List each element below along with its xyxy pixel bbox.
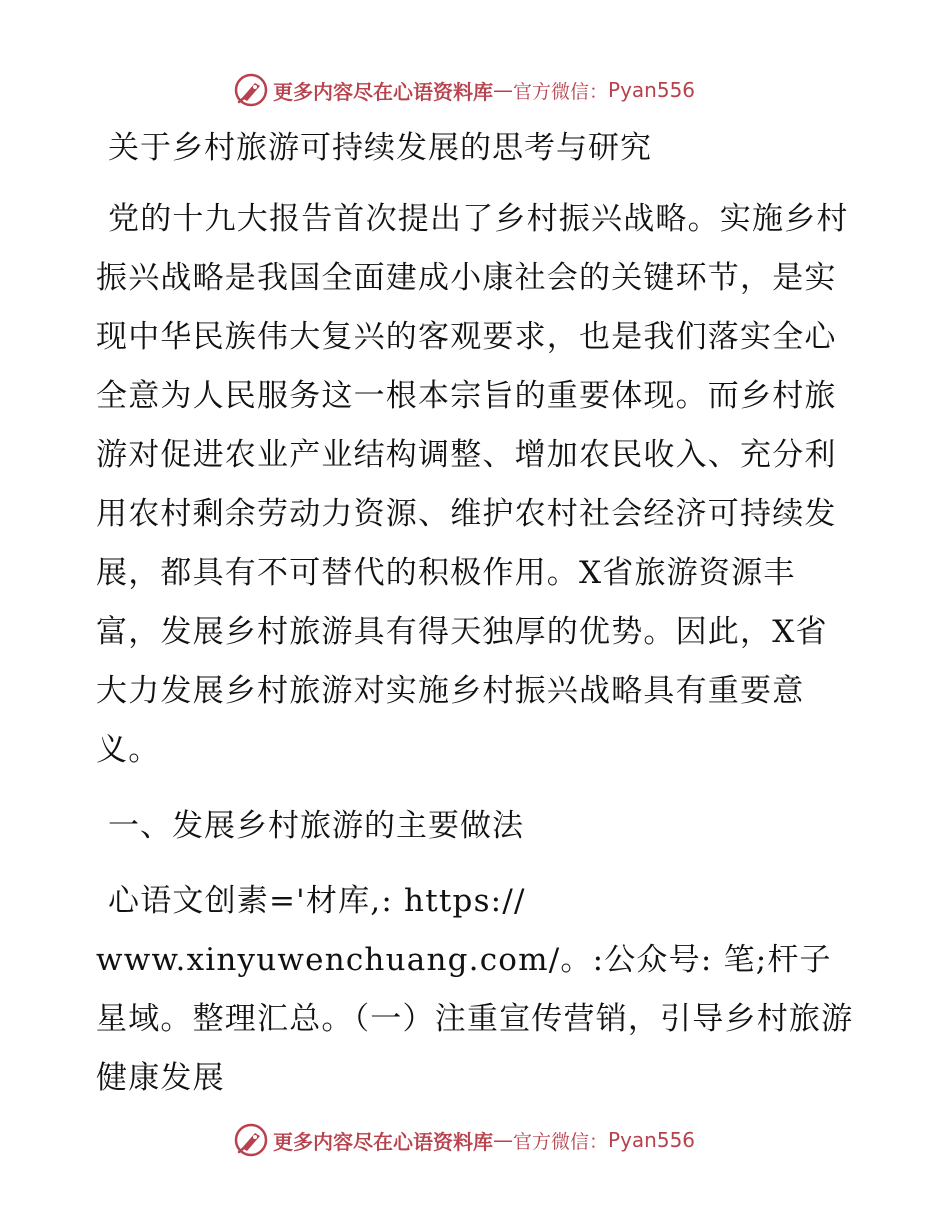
pen-nib-icon xyxy=(233,1122,269,1158)
intro-paragraph xyxy=(96,190,856,780)
top-watermark-banner xyxy=(233,70,695,110)
section-heading: 一、发展乡村旅游的主要做法 xyxy=(108,808,524,844)
watermark-wechat-id: Pyan556 xyxy=(608,1128,696,1152)
source-line-2: www.xinyuwenchuang.com/。:公众号: 笔;杆子星域。整理汇总。（一）注重宣传营销，引导乡村旅游健康发展 xyxy=(96,942,854,1096)
bottom-watermark-banner xyxy=(233,1120,695,1160)
intro-paragraph-text: 党的十九大报告首次提出了乡村振兴战略。实施乡村振兴战略是我国全面建成小康社会的关键环节，是实现中华民族伟大复兴的客观要求，也是我们落实全心全意为人民服务这一根本宗旨的重要体现。而乡村旅游对促进农业产业结构调整、增加农民收入、充分利用农村剩余劳动力资源、维护农村社会经济可持续发展，都具有不可替代的积极作用。X省旅游资源丰富，发展乡村旅游具有得天独厚的优势。因此，X省大力发展乡村旅游对实施乡村振兴战略具有重要意义。 xyxy=(96,201,849,768)
document-title: 关于乡村旅游可持续发展的思考与研究 xyxy=(108,130,652,166)
watermark-wechat-label: 官方微信： xyxy=(513,1130,609,1153)
document-body xyxy=(96,120,856,1108)
watermark-separator: — xyxy=(493,1128,513,1152)
watermark-main-text: 更多内容尽在心语资料库 xyxy=(273,79,493,104)
watermark-separator: — xyxy=(493,78,513,102)
watermark-wechat-label: 官方微信： xyxy=(513,80,609,103)
watermark-main-text: 更多内容尽在心语资料库 xyxy=(273,1129,493,1154)
source-paragraph xyxy=(96,872,856,1108)
source-line-1: 心语文创素='材库,: https:// xyxy=(108,883,526,919)
pen-nib-icon xyxy=(233,72,269,108)
watermark-wechat-id: Pyan556 xyxy=(608,78,696,102)
